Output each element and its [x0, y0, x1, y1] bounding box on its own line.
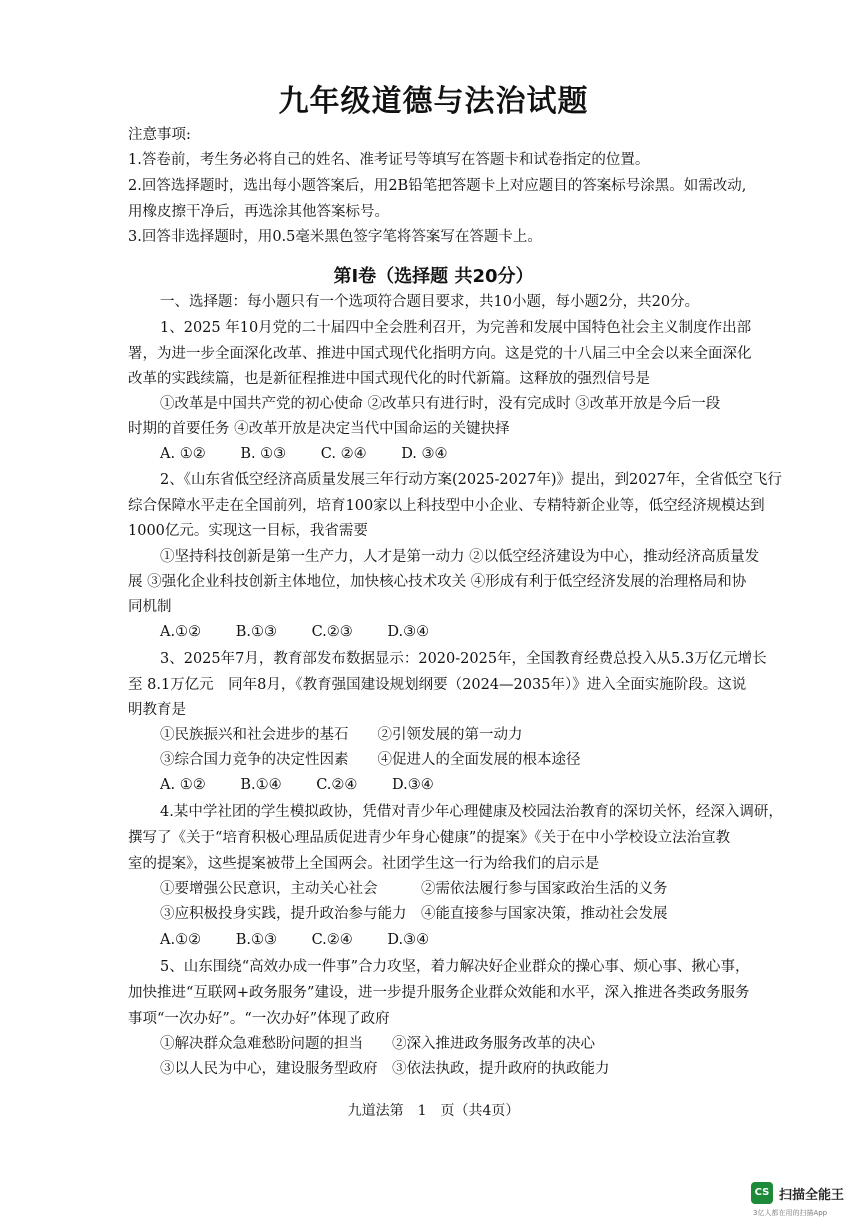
option-d: D.③④	[387, 624, 430, 640]
option-c: C.②④	[316, 777, 358, 793]
question-text: 3、2025年7月，教育部发布数据显示：2020-2025年，全国教育经费总投入从5.3万亿元增长	[160, 651, 767, 667]
note-line: 2.回答选择题时，选出每小题答案后，用2B铅笔把答题卡上对应题目的答案标号涂黑。如需改动,	[128, 178, 747, 194]
option-b: B. ①③	[240, 446, 287, 462]
question-text: 加快推进“互联网+政务服务”建设，进一步提升服务企业群众效能和水平，深入推进各类政务服务	[128, 985, 750, 1001]
option-a: A. ①②	[160, 446, 206, 462]
choice-line: ③以人民为中心，建设服务型政府 ③依法执政，提升政府的执政能力	[160, 1061, 610, 1077]
question-text: 4.某中学社团的学生模拟政协，凭借对青少年心理健康及校园法治教育的深切关怀，经深入调研，	[160, 804, 783, 820]
choice-line: 时期的首要任务 ④改革开放是决定当代中国命运的关键抉择	[128, 421, 510, 437]
question-text: 综合保障水平走在全国前列，培育100家以上科技型中小企业、专精特新企业等，低空经济规模达到	[128, 498, 765, 514]
question-text: 1、2025 年10月党的二十届四中全会胜利召开，为完善和发展中国特色社会主义制度作出部	[160, 320, 752, 336]
note-line: 3.回答非选择题时，用0.5毫米黑色签字笔将答案写在答题卡上。	[128, 229, 542, 245]
answer-options	[160, 931, 459, 949]
page-footer: 九道法第 1 页（共4页）	[347, 1103, 520, 1119]
watermark-tagline: 3亿人都在用的扫描App	[753, 1209, 828, 1217]
option-b: B.①④	[240, 777, 282, 793]
option-c: C.②④	[311, 932, 353, 948]
choice-line: ①民族振兴和社会进步的基石 ②引领发展的第一动力	[160, 727, 523, 743]
section-title: 第Ⅰ卷（选择题 共20分）	[333, 266, 534, 287]
choice-line: ③综合国力竞争的决定性因素 ④促进人的全面发展的根本途径	[160, 752, 581, 768]
camscanner-logo-icon: CS	[751, 1182, 773, 1204]
question-text: 2、《山东省低空经济高质量发展三年行动方案(2025-2027年)》提出，到2027年，全省低空飞行	[160, 472, 782, 488]
answer-options	[160, 623, 459, 641]
option-d: D.③④	[387, 932, 430, 948]
question-text: 室的提案》，这些提案被带上全国两会。社团学生这一行为给我们的启示是	[128, 856, 600, 872]
question-text: 事项“一次办好”。“一次办好”体现了政府	[128, 1011, 390, 1027]
choice-line: ①坚持科技创新是第一生产力，人才是第一动力 ②以低空经济建设为中心，推动经济高质量发	[160, 549, 760, 565]
answer-options	[160, 445, 478, 463]
watermark-brand: 扫描全能王	[779, 1188, 845, 1203]
question-text: 明教育是	[128, 702, 186, 718]
option-a: A. ①②	[160, 777, 206, 793]
question-text: 1000亿元。实现这一目标，我省需要	[128, 523, 368, 539]
notes-heading: 注意事项:	[128, 127, 191, 143]
choice-line: 同机制	[128, 599, 172, 615]
option-b: B.①③	[235, 624, 277, 640]
option-a: A.①②	[160, 932, 202, 948]
question-text: 5、山东围绕“高效办成一件事”合力攻坚，着力解决好企业群众的操心事、烦心事、揪心事，	[160, 959, 750, 975]
question-text: 署，为进一步全面深化改革、推进中国式现代化指明方向。这是党的十八届三中全会以来全面深化	[128, 346, 752, 362]
instruction: 一、选择题：每小题只有一个选项符合题目要求，共10小题，每小题2分，共20分。	[160, 294, 700, 310]
choice-line: ①改革是中国共产党的初心使命 ②改革只有进行时，没有完成时 ③改革开放是今后一段	[160, 396, 721, 412]
note-line: 用橡皮擦干净后，再选涂其他答案标号。	[128, 204, 389, 220]
option-c: C. ②④	[320, 446, 367, 462]
scanner-watermark	[751, 1180, 857, 1220]
choice-line: 展 ③强化企业科技创新主体地位，加快核心技术攻关 ④形成有利于低空经济发展的治理格局和协	[128, 574, 747, 590]
question-text: 撰写了《关于“培育积极心理品质促进青少年身心健康”的提案》《关于在中小学校设立法治宣教	[128, 830, 731, 846]
option-a: A.①②	[160, 624, 202, 640]
note-line: 1.答卷前，考生务必将自己的姓名、准考证号等填写在答题卡和试卷指定的位置。	[128, 152, 650, 168]
answer-options	[160, 776, 464, 794]
question-text: 至 8.1万亿元 同年8月，《教育强国建设规划纲要（2024—2035年）》进入全面实施阶段。这说	[128, 677, 747, 693]
page-title: 九年级道德与法治试题	[278, 84, 589, 119]
option-c: C.②③	[311, 624, 353, 640]
question-text: 改革的实践续篇，也是新征程推进中国式现代化的时代新篇。这释放的强烈信号是	[128, 371, 650, 387]
choice-line: ③应积极投身实践，提升政治参与能力 ④能直接参与国家决策，推动社会发展	[160, 906, 668, 922]
option-d: D. ③④	[401, 446, 448, 462]
option-b: B.①③	[235, 932, 277, 948]
choice-line: ①要增强公民意识，主动关心社会 ②需依法履行参与国家政治生活的义务	[160, 881, 668, 897]
choice-line: ①解决群众急难愁盼问题的担当 ②深入推进政务服务改革的决心	[160, 1036, 595, 1052]
option-d: D.③④	[391, 777, 434, 793]
